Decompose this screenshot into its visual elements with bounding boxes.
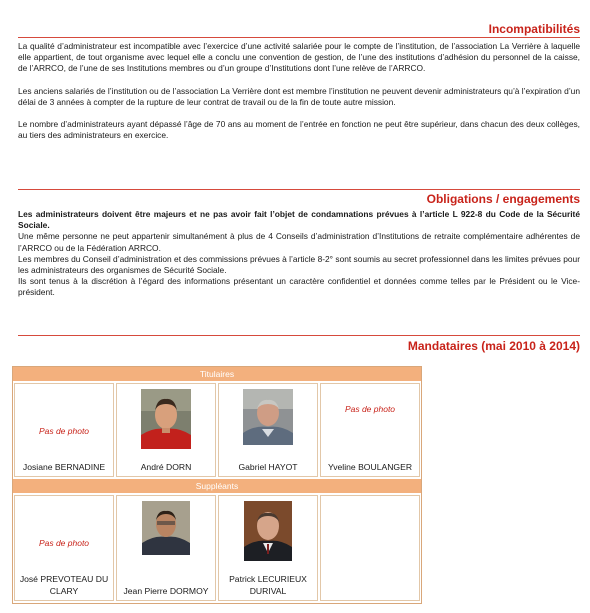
paragraph: La qualité d’administrateur est incompatible avec l’exercice d’une activité salariée pour le compte de l’institution, de l’association La Verrière à laquelle elle appartient, de tout organisme avec lequel elle a conclu une convention de gestion, de l’une des institutions d’adhésion du personnel de la caisse, de l’ARRCO, de l’une de ses Institutions membres ou d’un groupe d’Institutions dont l’une relève de l’ARRCO. xyxy=(18,41,580,74)
paragraph-bold: Les administrateurs doivent être majeurs et ne pas avoir fait l’objet de condamnations prévues à l’article L 922-8 du Code de la Sécurité Sociale. xyxy=(18,209,580,231)
portrait-photo xyxy=(142,501,190,555)
incompatibilites-body xyxy=(18,41,580,141)
titulaires-band: Titulaires xyxy=(13,367,421,381)
suppleants-band: Suppléants xyxy=(13,479,421,493)
member-name: Jean Pierre DORMOY xyxy=(123,585,209,596)
no-photo-label: Pas de photo xyxy=(38,538,90,548)
suppleant-cell xyxy=(14,495,114,601)
no-photo-label: Pas de photo xyxy=(344,404,396,414)
titulaires-row xyxy=(13,381,421,479)
suppleant-cell xyxy=(218,495,318,601)
paragraph: Les anciens salariés de l’institution ou de l’association La Verrière dont est membre l’institution ne peuvent devenir administrateurs qu’à l’expiration d’un délai de 3 années à compter de la rupture de leur contrat de travail ou de la fin de toute autre mission. xyxy=(18,85,580,107)
portrait-photo xyxy=(244,501,292,561)
heading-obligations: Obligations / engagements xyxy=(426,192,580,206)
mandataires-table xyxy=(12,366,422,604)
paragraph: Une même personne ne peut appartenir simultanément à plus de 4 Conseils d’administration d’Institutions de retraite complémentaire adhérentes de l’ARRCO ou de la Fédération ARRCO. xyxy=(18,231,580,253)
member-name: Gabriel HAYOT xyxy=(238,461,298,472)
paragraph: Ils sont tenus à la discrétion à l’égard des informations présentant un caractère confidentiel et données comme telles par le Président ou le Vice-président. xyxy=(18,276,580,298)
section-divider xyxy=(18,37,580,38)
empty-cell xyxy=(320,495,420,601)
portrait-photo xyxy=(243,389,293,445)
titulaire-cell xyxy=(218,383,318,477)
suppleants-row xyxy=(13,493,421,603)
member-name: Yveline BOULANGER xyxy=(327,461,413,472)
portrait-photo xyxy=(141,389,191,449)
paragraph: Le nombre d’administrateurs ayant dépassé l’âge de 70 ans au moment de l’entrée en fonction ne peut être supérieur, dans chacun des deux collèges, au tiers des administrateurs en exercice. xyxy=(18,119,580,141)
member-name: José PREVOTEAU DU CLARY xyxy=(19,574,109,596)
section-divider xyxy=(18,335,580,336)
member-name: Josiane BERNADINE xyxy=(22,461,106,472)
titulaire-cell xyxy=(14,383,114,477)
heading-incompatibilites: Incompatibilités xyxy=(488,22,580,36)
titulaire-cell xyxy=(116,383,216,477)
titulaire-cell xyxy=(320,383,420,477)
section-divider xyxy=(18,189,580,190)
no-photo-label: Pas de photo xyxy=(38,426,90,436)
heading-mandataires: Mandataires (mai 2010 à 2014) xyxy=(407,339,580,353)
member-name: André DORN xyxy=(140,461,192,472)
obligations-body xyxy=(18,209,580,299)
member-name: Patrick LECURIEUX DURIVAL xyxy=(229,574,307,596)
suppleant-cell xyxy=(116,495,216,601)
paragraph: Les membres du Conseil d’administration et des commissions prévues à l’article 8-2° sont soumis au secret professionnel dans les limites prévues pour les administrateurs des organismes de Sécurité Sociale. xyxy=(18,253,580,276)
